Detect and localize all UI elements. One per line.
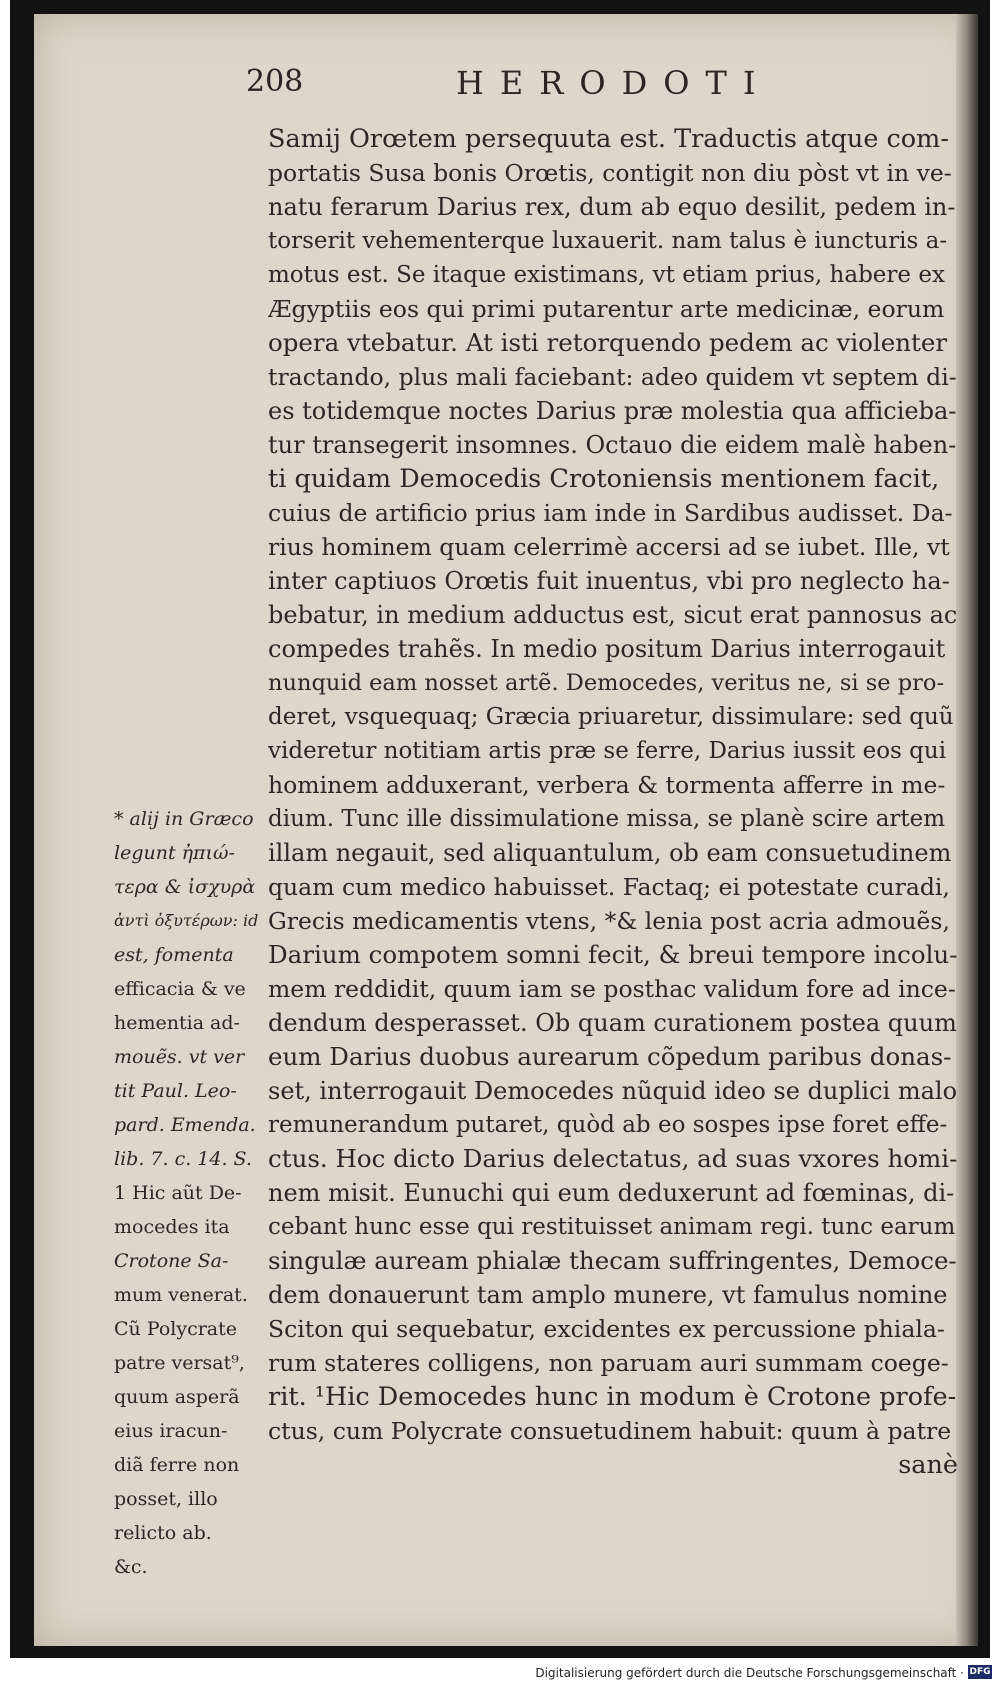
margin-note-line: efficacia & ve [114,978,246,1000]
text-line: natu ferarum Darius rex, dum ab equo desilit, pedem in- [268,193,956,221]
margin-note-line: mouẽs. vt ver [114,1046,245,1068]
text-line: mem reddidit, quum iam se posthac validum fore ad ince- [268,975,956,1003]
text-line: dem donauerunt tam amplo munere, vt famulus nomine [268,1281,948,1309]
margin-note-line: patre versat⁹, [114,1352,245,1374]
text-line: cuius de artificio prius iam inde in Sardibus audisset. Da- [268,499,953,527]
margin-note-line: 1 Hic aũt De- [114,1182,242,1204]
text-line: remunerandum putaret, quòd ab eo sospes ipse foret effe- [268,1112,948,1138]
text-line: cebant hunc esse qui restituisset animam regi. tunc earum [268,1214,956,1240]
funding-credit: Digitalisierung gefördert durch die Deutsche Forschungsgemeinschaft · [535,1666,964,1680]
text-line: dendum desperasset. Ob quam curationem postea quum [268,1009,957,1037]
margin-note-line: quum asperã [114,1386,240,1408]
margin-note-line: diã ferre non [114,1454,240,1476]
page-number: 208 [246,64,304,99]
text-line: hominem adduxerant, verbera & tormenta afferre in me- [268,771,946,799]
text-line: opera vtebatur. At isti retorquendo pedem ac violenter [268,328,948,357]
margin-note-line: posset, illo [114,1488,218,1510]
dfg-logo: DFG [969,1667,991,1677]
margin-note-line: τερα & ἰσχυρὰ [114,876,256,898]
text-line: rit. ¹Hic Democedes hunc in modum è Crotone profe- [268,1382,957,1412]
text-line: eum Darius duobus aurearum cõpedum paribus donas- [268,1042,952,1071]
text-line: videretur notitiam artis præ se ferre, Darius iussit eos qui [268,738,947,764]
text-line: nem misit. Eunuchi qui eum deduxerunt ad fœminas, di- [268,1179,955,1207]
text-line: quam cum medico habuisset. Factaq; ei potestate curadi, [268,873,950,901]
margin-note-line: pard. Emenda. [114,1114,256,1136]
text-line: torserit vehementerque luxauerit. nam talus è iuncturis a- [268,228,948,254]
text-line: tractando, plus mali faciebant: adeo quidem vt septem di- [268,363,957,391]
margin-note-line: relicto ab. [114,1522,212,1544]
text-line: ti quidam Democedis Crotoniensis mentionem facit, [268,464,940,494]
text-line: deret, vsquequaq; Græcia priuaretur, dissimulare: sed quũ [268,704,954,730]
running-head: HERODOTI [456,64,772,102]
text-line: rius hominem quam celerrimè accersi ad se iubet. Ille, vt [268,533,950,561]
margin-note-line: &c. [114,1556,148,1578]
text-line: ctus, cum Polycrate consuetudinem habuit: quum à patre [268,1417,952,1445]
margin-note-line: mum venerat. [114,1284,248,1306]
footer-bar [0,1664,1000,1684]
catchword: sanè [898,1450,958,1480]
margin-note-line: mocedes ita [114,1216,230,1238]
text-line: rum stateres colligens, non paruam auri summam coege- [268,1349,949,1377]
text-line: inter captiuos Orœtis fuit inuentus, vbi pro neglecto ha- [268,567,950,595]
text-line: motus est. Se itaque existimans, vt etiam prius, habere ex [268,262,945,288]
text-line: Darium compotem somni fecit, & breui tempore incolu- [268,940,958,969]
text-line: portatis Susa bonis Orœtis, contigit non diu pòst vt in ve- [268,159,952,187]
text-line: bebatur, in medium adductus est, sicut erat pannosus ac [268,601,958,629]
text-line: Grecis medicamentis vtens, *& lenia post acria admouẽs, [268,907,950,935]
margin-note-line: est, fomenta [114,944,234,966]
margin-note-line: hementia ad- [114,1012,240,1034]
margin-note-line: tit Paul. Leo- [114,1080,237,1102]
text-line: Samij Orœtem persequuta est. Traductis atque com- [268,124,949,154]
margin-note-line: * alij in Græco [114,808,254,830]
margin-note-line: ἀντὶ ὀξυτέρων: id [114,911,259,930]
text-line: compedes trahẽs. In medio positum Darius interrogauit [268,635,946,663]
margin-note-line: eius iracun- [114,1420,228,1442]
text-line: Sciton qui sequebatur, excidentes ex percussione phiala- [268,1315,945,1343]
margin-note-line: legunt ἠπιώ- [114,842,235,864]
text-line: Ægyptiis eos qui primi putarentur arte medicinæ, eorum [268,295,945,323]
text-line: illam negauit, sed aliquantulum, ob eam consuetudinem [268,839,952,867]
margin-note-line: Cũ Polycrate [114,1318,238,1340]
text-line: singulæ auream phialæ thecam suffringentes, Democe- [268,1246,957,1275]
page-edge-shadow [956,14,978,1646]
margin-note-line: Crotone Sa- [114,1250,229,1272]
text-line: tur transegerit insomnes. Octauo die eidem malè haben- [268,431,957,459]
text-line: ctus. Hoc dicto Darius delectatus, ad suas vxores homi- [268,1144,958,1173]
text-line: dium. Tunc ille dissimulatione missa, se planè scire artem [268,806,946,832]
text-line: nunquid eam nosset artẽ. Democedes, veritus ne, si se pro- [268,670,945,696]
text-line: set, interrogauit Democedes nũquid ideo se duplici malo [268,1077,958,1105]
margin-note-line: lib. 7. c. 14. S. [114,1148,252,1170]
text-line: es totidemque noctes Darius præ molestia qua afficieba- [268,397,957,425]
